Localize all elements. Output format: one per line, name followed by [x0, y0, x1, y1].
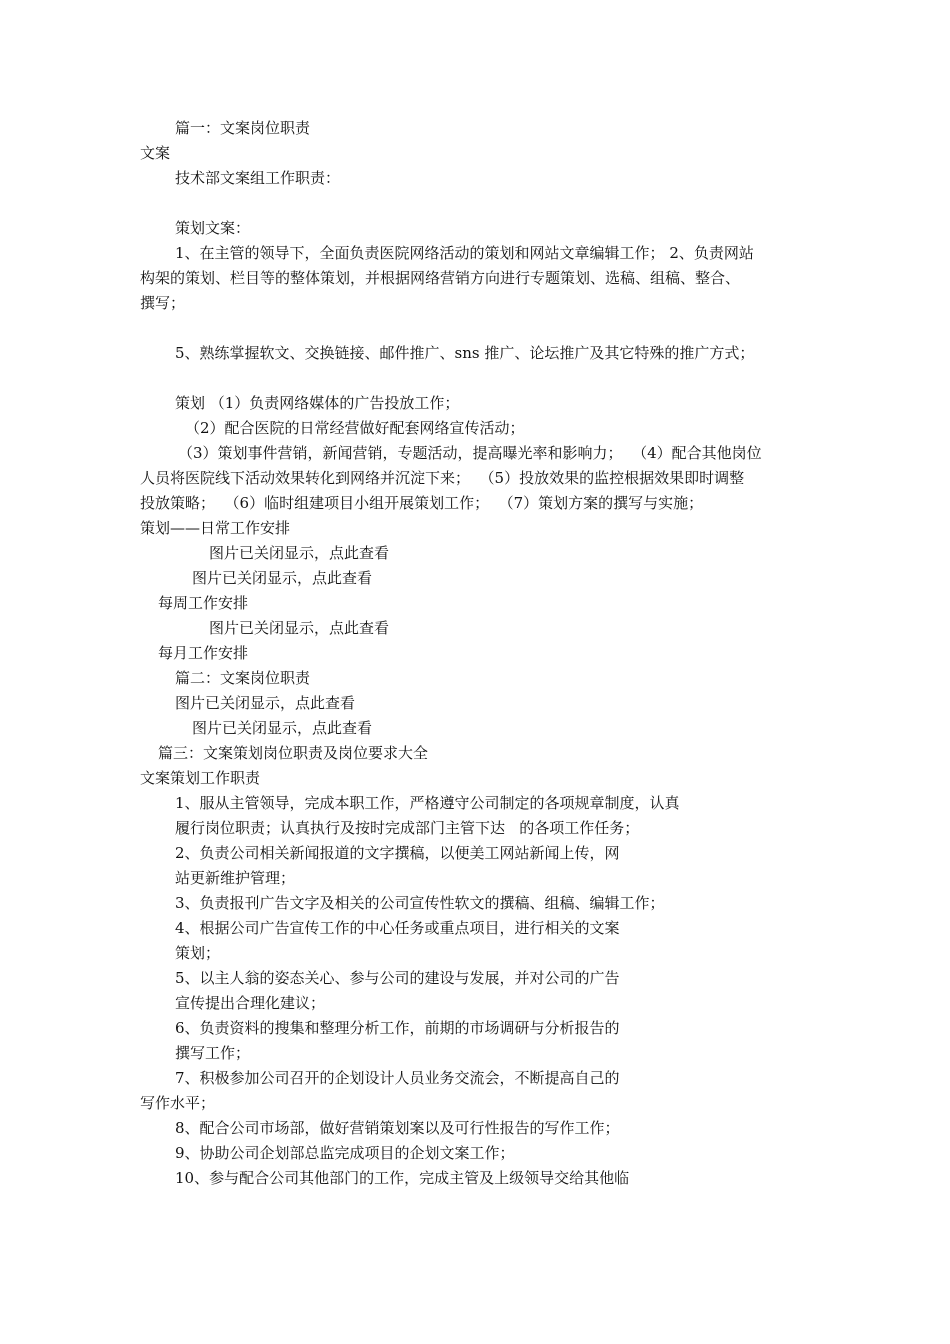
text-line: 策划； — [175, 944, 221, 962]
text-line: （2）配合医院的日常经营做好配套网络宣传活动； — [185, 419, 525, 437]
text-line: 投放策略； （6）临时组建项目小组开展策划工作； （7）策划方案的撰写与实施； — [140, 494, 704, 512]
text-line: 1、服从主管领导，完成本职工作，严格遵守公司制定的各项规章制度，认真 — [175, 794, 680, 812]
text-line: 4、根据公司广告宣传工作的中心任务或重点项目，进行相关的文案 — [175, 919, 620, 937]
text-line: 构架的策划、栏目等的整体策划，并根据网络营销方向进行专题策划、选稿、组稿、整合、 — [140, 269, 741, 287]
text-line: 8、配合公司市场部，做好营销策划案以及可行性报告的写作工作； — [175, 1119, 620, 1137]
text-line: 9、协助公司企划部总监完成项目的企划文案工作； — [175, 1144, 515, 1162]
section-heading: 篇三：文案策划岗位职责及岗位要求大全 — [158, 744, 429, 762]
text-line: 站更新维护管理； — [175, 869, 296, 887]
section-heading: 篇二：文案岗位职责 — [175, 669, 311, 687]
text-line: 写作水平； — [140, 1094, 216, 1112]
text-line: 每月工作安排 — [158, 644, 249, 662]
text-line: 每周工作安排 — [158, 594, 249, 612]
text-line: 5、熟练掌握软文、交换链接、邮件推广、sns 推广、论坛推广及其它特殊的推广方式； — [175, 344, 755, 362]
image-placeholder-link[interactable]: 图片已关闭显示，点此查看 — [192, 719, 373, 737]
text-line: 1、在主管的领导下，全面负责医院网络活动的策划和网站文章编辑工作； 2、负责网站 — [175, 244, 754, 262]
text-line: （3）策划事件营销，新闻营销，专题活动，提高曝光率和影响力； （4）配合其他岗位 — [178, 444, 762, 462]
text-line: 6、负责资料的搜集和整理分析工作，前期的市场调研与分析报告的 — [175, 1019, 620, 1037]
text-line: 策划文案： — [175, 219, 251, 237]
text-line: 宣传提出合理化建议； — [175, 994, 326, 1012]
section-heading: 篇一：文案岗位职责 — [175, 119, 311, 137]
text-line: 10、参与配合公司其他部门的工作，完成主管及上级领导交给其他临 — [175, 1169, 630, 1187]
text-line: 策划——日常工作安排 — [140, 519, 291, 537]
text-line: 策划 （1）负责网络媒体的广告投放工作； — [175, 394, 460, 412]
text-line: 5、以主人翁的姿态关心、参与公司的建设与发展，并对公司的广告 — [175, 969, 620, 987]
text-line: 撰写； — [140, 294, 186, 312]
image-placeholder-link[interactable]: 图片已关闭显示，点此查看 — [192, 569, 373, 587]
image-placeholder-link[interactable]: 图片已关闭显示，点此查看 — [209, 544, 390, 562]
image-placeholder-link[interactable]: 图片已关闭显示，点此查看 — [209, 619, 390, 637]
image-placeholder-link[interactable]: 图片已关闭显示，点此查看 — [175, 694, 356, 712]
text-line: 文案 — [140, 144, 171, 162]
text-line: 技术部文案组工作职责： — [175, 169, 341, 187]
text-line: 人员将医院线下活动效果转化到网络并沉淀下来； （5）投放效果的监控根据效果即时调整 — [140, 469, 745, 487]
text-line: 文案策划工作职责 — [140, 769, 261, 787]
text-line: 撰写工作； — [175, 1044, 251, 1062]
text-line: 履行岗位职责；认真执行及按时完成部门主管下达 的各项工作任务； — [175, 819, 640, 837]
text-line: 7、积极参加公司召开的企划设计人员业务交流会，不断提高自己的 — [175, 1069, 620, 1087]
text-line: 2、负责公司相关新闻报道的文字撰稿，以便美工网站新闻上传，网 — [175, 844, 620, 862]
text-line: 3、负责报刊广告文字及相关的公司宣传性软文的撰稿、组稿、编辑工作； — [175, 894, 665, 912]
